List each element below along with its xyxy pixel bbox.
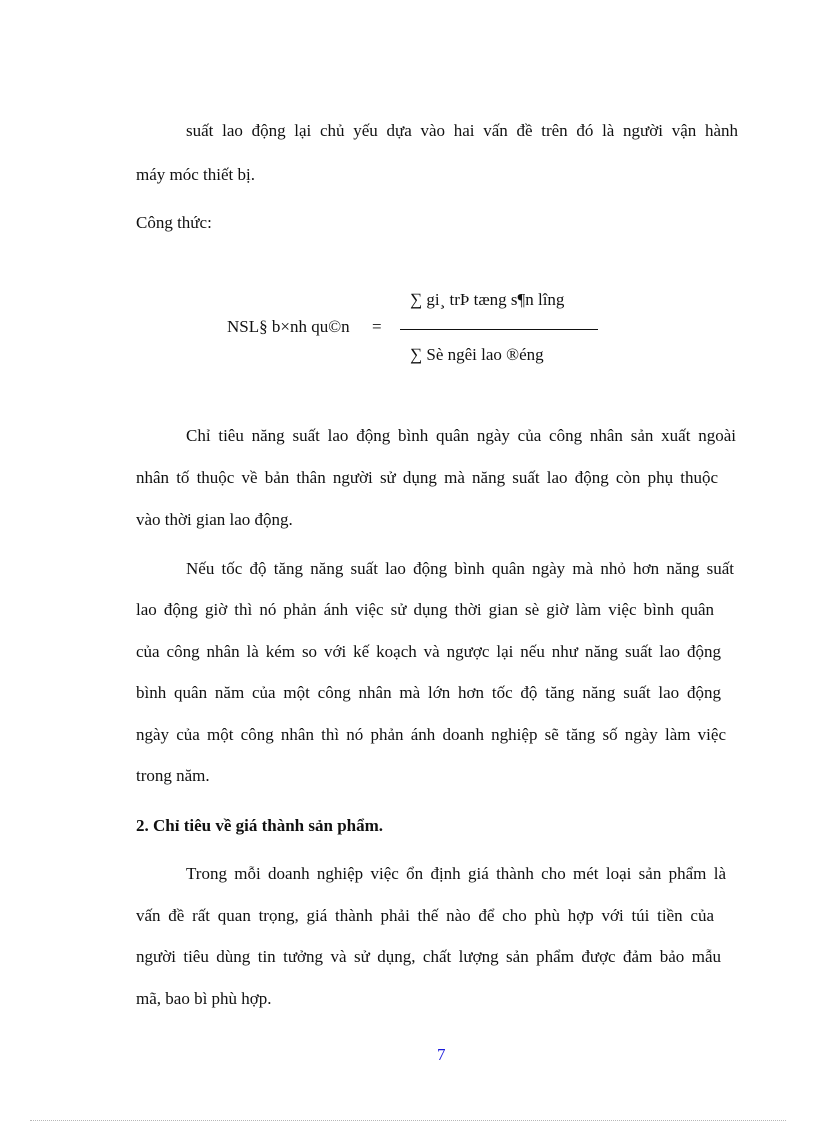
paragraph-1-line-1: suất lao động lại chủ yếu dựa vào hai vấn đề trên đó là người vận hành: [186, 121, 738, 140]
paragraph-4-line-4: mã, bao bì phù hợp.: [136, 989, 272, 1008]
fraction-bar: [400, 329, 598, 330]
formula-denominator: ∑ Sè ngêi lao ®éng: [410, 345, 544, 364]
paragraph-3-line-5: ngày của một công nhân thì nó phản ánh doanh nghiệp sẽ tăng số ngày làm việc: [136, 725, 726, 744]
paragraph-2-line-1: Chỉ tiêu năng suất lao động bình quân ngày của công nhân sản xuất ngoài: [186, 426, 736, 445]
page-number: 7: [437, 1045, 446, 1064]
section-heading: 2. Chỉ tiêu về giá thành sản phẩm.: [136, 816, 384, 835]
paragraph-3-line-4: bình quân năm của một công nhân mà lớn hơn tốc độ tăng năng suất lao động: [136, 683, 721, 702]
paragraph-1-line-2: máy móc thiết bị.: [136, 165, 255, 184]
paragraph-3-line-3: của công nhân là kém so với kế koạch và ngược lại nếu như năng suất lao động: [136, 642, 721, 661]
formula-numerator: ∑ gi¸ trÞ tæng s¶n lîng: [410, 290, 565, 309]
paragraph-2-line-2: nhân tố thuộc về bản thân người sử dụng mà năng suất lao động còn phụ thuộc: [136, 468, 718, 487]
paragraph-3-line-2: lao động giờ thì nó phản ánh việc sử dụng thời gian sè giờ làm việc bình quân: [136, 600, 714, 619]
formula-equals-sign: =: [372, 317, 382, 336]
paragraph-3-line-1: Nếu tốc độ tăng năng suất lao động bình quân ngày mà nhỏ hơn năng suất: [186, 559, 734, 578]
paragraph-4-line-2: vấn đề rất quan trọng, giá thành phải thế nào để cho phù hợp với túi tiền của: [136, 906, 714, 925]
page-bottom-border: [30, 1120, 786, 1121]
paragraph-2-line-3: vào thời gian lao động.: [136, 510, 293, 529]
paragraph-3-line-6: trong năm.: [136, 766, 210, 785]
formula-label: NSL§ b×nh qu©n: [227, 317, 350, 336]
paragraph-4-line-1: Trong mỗi doanh nghiệp việc ổn định giá thành cho mét loại sản phẩm là: [186, 864, 726, 883]
formula-intro: Công thức:: [136, 213, 212, 232]
paragraph-4-line-3: người tiêu dùng tin tưởng và sử dụng, chất lượng sản phẩm được đảm bảo mẫu: [136, 947, 721, 966]
